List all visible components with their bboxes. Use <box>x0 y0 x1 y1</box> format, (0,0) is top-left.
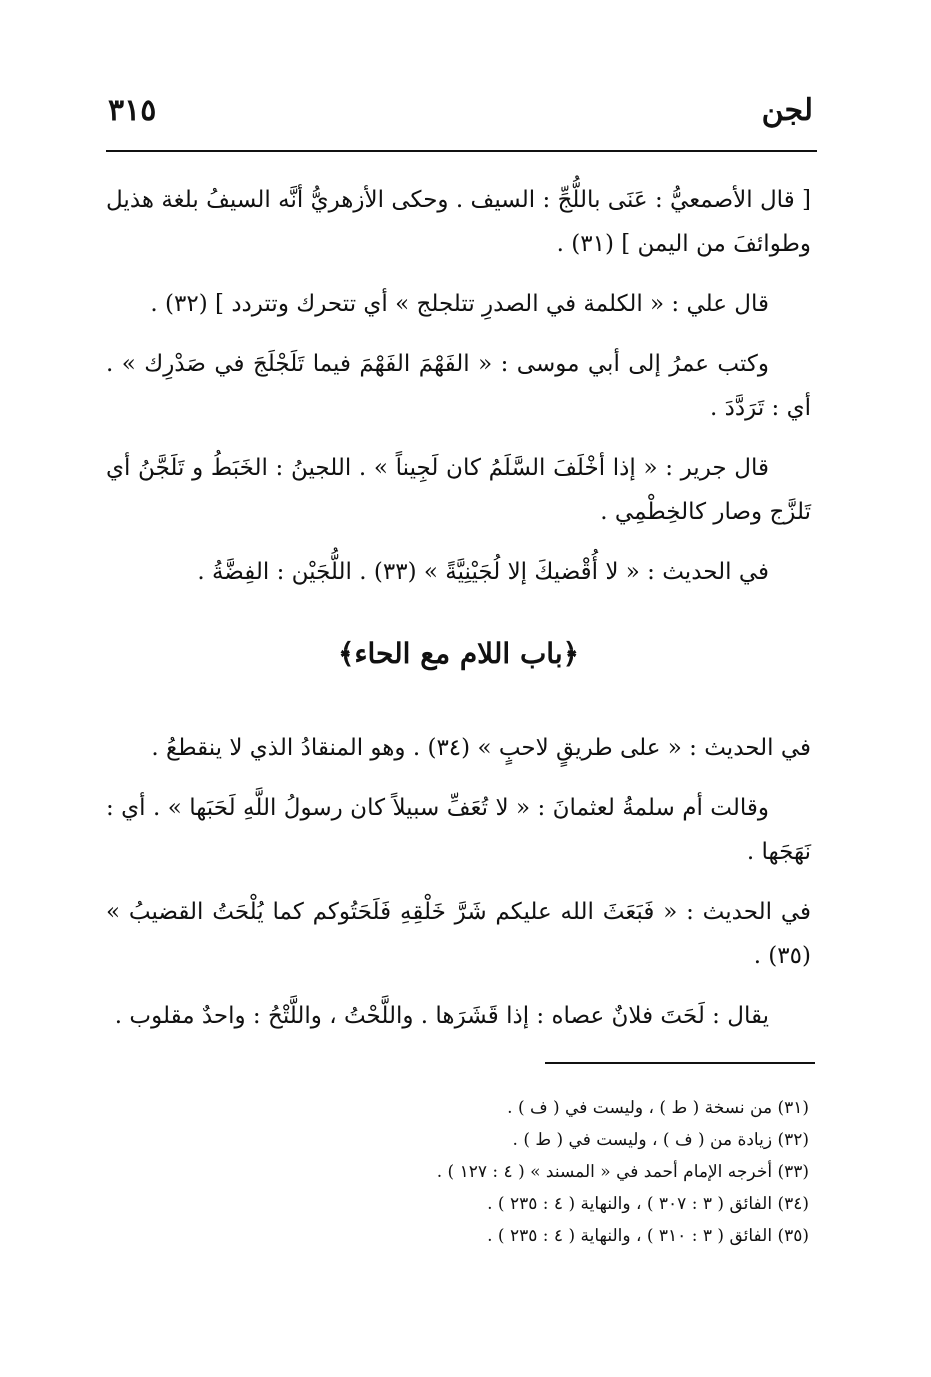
paragraph: يقال : لَحَتَ فلانٌ عصاه : إذا قَشَرَها . واللَّحْتُ ، واللَّتْحُ : واحدٌ مقلوب . <box>114 1003 769 1029</box>
footnote: (٣٢) زيادة من ( ف ) ، وليست في ( ط ) . <box>512 1130 809 1150</box>
paragraph: في الحديث : « فَبَعَثَ الله عليكم شَرَّ خَلْقِهِ فَلَحَتُوكم كما يُلْحَتُ القضيبُ » (٣٥) . <box>106 899 811 969</box>
footnotes <box>300 1092 809 1252</box>
footnote: (٣١) من نسخة ( ط ) ، وليست في ( ف ) . <box>507 1098 809 1118</box>
page-number: ٣١٥ <box>108 92 157 128</box>
footnote-rule <box>545 1062 815 1064</box>
footnote: (٣٥) الفائق ( ٣ : ٣١٠ ) ، والنهاية ( ٤ : ٢٣٥ ) . <box>487 1226 809 1246</box>
page-header <box>108 88 813 132</box>
paragraph: وكتب عمرُ إلى أبي موسى : « الفَهْمَ الفَهْمَ فيما تَلَجْلَجَ في صَدْرِك » . أي : تَرَدَّدَ . <box>106 351 811 421</box>
paragraph: في الحديث : « على طريقٍ لاحبٍ » (٣٤) . وهو المنقادُ الذي لا ينقطعُ . <box>151 735 811 761</box>
footnote: (٣٤) الفائق ( ٣ : ٣٠٧ ) ، والنهاية ( ٤ : ٢٣٥ ) . <box>487 1194 809 1214</box>
main-text <box>106 178 811 1054</box>
paragraph: [ قال الأصمعيُّ : عَنَى باللُّجِّ : السيف . وحكى الأزهريُّ أنَّه السيفُ بلغة هذيل وطوائفَ من اليمن ] (٣١) . <box>106 187 811 257</box>
running-title: لجن <box>761 92 813 128</box>
paragraph: قال علي : « الكلمة في الصدرِ تتلجلج » أي تتحرك وتتردد ] (٣٢) . <box>150 291 769 317</box>
section-title: ﴿باب اللام مع الحاء﴾ <box>337 637 580 670</box>
paragraph: قال جرير : « إذا أخْلَفَ السَّلَمُ كان لَجِيناً » . اللجينُ : الخَبَطُ و تَلَجَّنُ أي تَلزَّج وصار كالخِطْمِي . <box>106 455 811 525</box>
paragraph: في الحديث : « لا أُقْضيكَ إلا لُجَيْنِيَّةً » (٣٣) . اللُّجَيْن : الفِضَّةُ . <box>197 559 769 585</box>
paragraph: وقالت أم سلمةُ لعثمانَ : « لا تُعَفِّ سبيلاً كان رسولُ اللَّهِ لَحَبَها » . أي : نَهَجَها . <box>106 795 811 865</box>
header-rule <box>106 150 817 152</box>
footnote: (٣٣) أخرجه الإمام أحمد في « المسند » ( ٤ : ١٢٧ ) . <box>436 1162 809 1182</box>
